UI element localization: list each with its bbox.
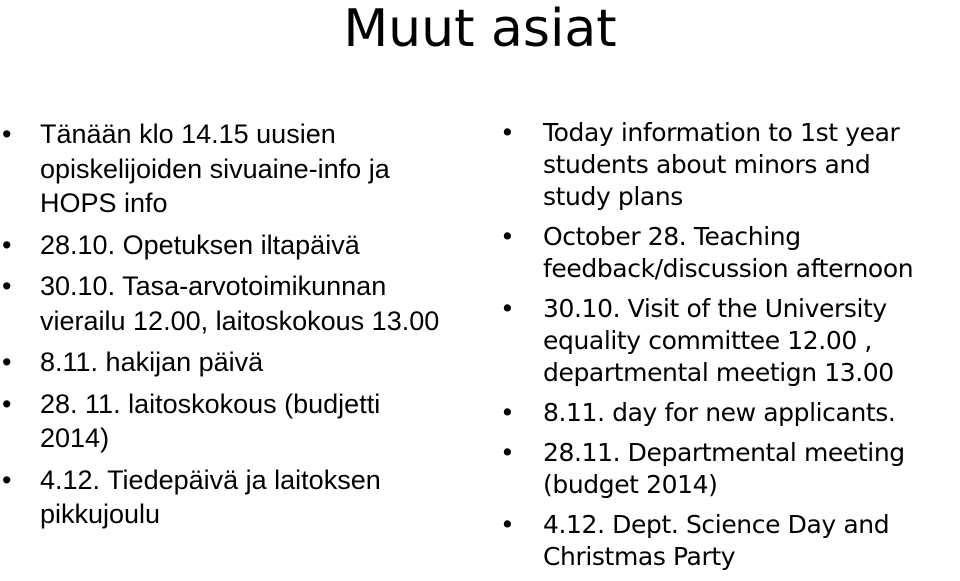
finnish-bullet-list	[2, 117, 452, 539]
bullet-icon	[500, 117, 514, 149]
list-item	[500, 397, 960, 429]
list-item-text: 4.12. Tiedepäivä ja laitoksen pikkujoulu	[40, 464, 381, 529]
list-item-text: 30.10. Tasa-arvotoimikunnan vierailu 12.00, laitoskokous 13.00	[40, 271, 440, 336]
english-bullet-list	[500, 117, 960, 581]
list-item	[2, 269, 452, 338]
list-item-text: 8.11. hakijan päivä	[40, 347, 264, 377]
list-item-line: 4.12. Dept. Science Day and	[543, 510, 890, 539]
list-item	[500, 437, 960, 501]
bullet-icon	[2, 228, 11, 263]
list-item	[2, 117, 452, 221]
slide-title: Muut asiat	[343, 0, 617, 59]
list-item	[2, 345, 452, 380]
list-item-line: study plans	[543, 182, 683, 211]
list-item-line: 28.11. Departmental meeting	[543, 438, 905, 467]
bullet-icon	[500, 397, 514, 429]
bullet-icon	[500, 221, 514, 253]
list-item-line: 8.11. day for new applicants.	[543, 398, 896, 427]
bullet-icon	[500, 293, 514, 325]
bullet-icon	[2, 345, 11, 380]
list-item-line: equality committee 12.00 ,	[543, 326, 872, 355]
list-item	[500, 293, 960, 389]
list-item	[500, 221, 960, 285]
list-item-line: (budget 2014)	[543, 470, 718, 499]
list-item-text: 28. 11. laitoskokous (budjetti 2014)	[40, 388, 381, 453]
list-item-text: 28.10. Opetuksen iltapäivä	[40, 229, 360, 260]
list-item-line: Christmas Party	[543, 542, 736, 571]
list-item-text: Tänään klo 14.15 uusien opiskelijoiden sivuaine-info ja HOPS info	[40, 119, 390, 218]
list-item-line: Today information to 1st year	[543, 118, 900, 147]
bullet-icon	[2, 117, 11, 152]
list-item	[2, 228, 452, 263]
list-item	[500, 509, 960, 573]
bullet-icon	[2, 269, 11, 304]
list-item	[2, 463, 452, 532]
bullet-icon	[500, 509, 514, 541]
bullet-icon	[2, 463, 11, 498]
list-item-line: feedback/discussion afternoon	[543, 254, 914, 283]
list-item	[2, 387, 452, 456]
list-item-line: departmental meetign 13.00	[543, 358, 894, 387]
bullet-icon	[500, 437, 514, 469]
list-item-line: October 28. Teaching	[543, 222, 801, 251]
list-item	[500, 117, 960, 213]
list-item-line: 30.10. Visit of the University	[543, 294, 887, 323]
bullet-icon	[2, 387, 11, 422]
list-item-line: students about minors and	[543, 150, 871, 179]
